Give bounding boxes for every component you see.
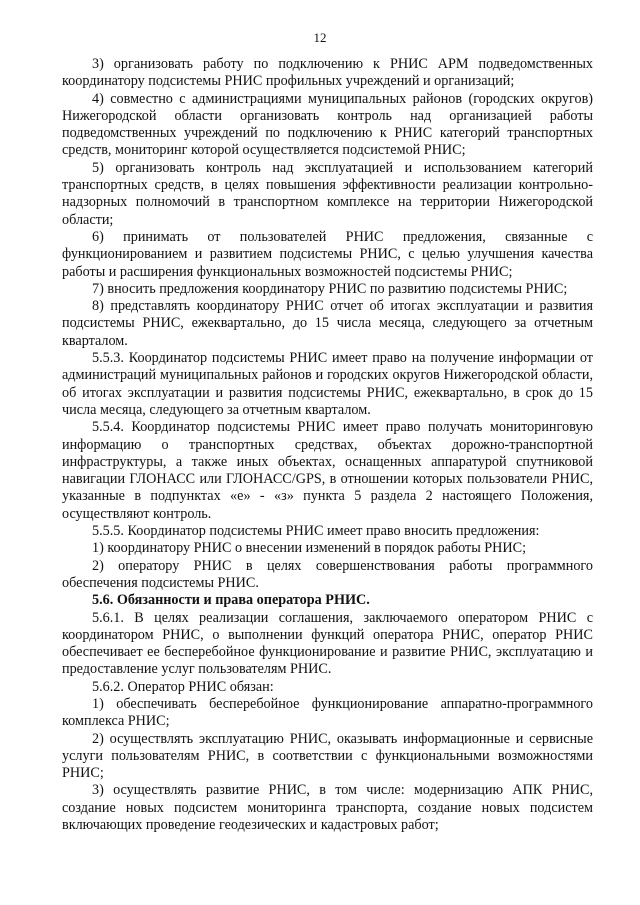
paragraph: 5.5.3. Координатор подсистемы РНИС имеет право на получение информации от администраций муниципальных районов и городских округов Нижегородской области, об итогах эксплуатации и развития подсистемы РНИС, ежеквартально, в срок до 15 числа месяца, следующего за отчетным кварталом. <box>62 350 593 418</box>
paragraph: 1) обеспечивать бесперебойное функционирование аппаратно-программного комплекса РНИС; <box>62 695 593 730</box>
paragraph: 5.5.4. Координатор подсистемы РНИС имеет право получать мониторинговую информацию о транспортных средствах, объектах дорожно-транспортной инфраструктуры, а также иных объектах, оснащенных аппаратурой спутниковой навигации ГЛОНАСС или ГЛОНАСС/GPS, в отношении которых пользователи РНИС, указанные в подпунктах «е» - «з» пункта 5 раздела 2 настоящего Положения, осуществляют контроль. <box>62 419 593 522</box>
paragraph: 5.5.5. Координатор подсистемы РНИС имеет право вносить предложения: <box>92 523 540 540</box>
paragraph: 5.6.2. Оператор РНИС обязан: <box>92 678 274 695</box>
paragraph: 3) организовать работу по подключению к РНИС АРМ подведомственных координатору подсистемы РНИС профильных учреждений и организаций; <box>62 56 593 90</box>
paragraph: 1) координатору РНИС о внесении изменений в порядок работы РНИС; <box>92 540 527 557</box>
paragraph: 8) представлять координатору РНИС отчет об итогах эксплуатации и развития подсистемы РНИС, ежеквартально, до 15 числа месяца, следующего за отчетным кварталом. <box>62 298 593 349</box>
document-body <box>62 56 593 834</box>
page-number: 12 <box>313 30 327 45</box>
paragraph: 5.6.1. В целях реализации соглашения, заключаемого оператором РНИС с координатором РНИС, о выполнении функций оператора РНИС, оператор РНИС обеспечивает ее бесперебойное функционирование и развитие РНИС, эксплуатацию и предоставление услуг пользователям РНИС. <box>62 609 593 678</box>
section-heading: 5.6. Обязанности и права оператора РНИС. <box>92 592 370 609</box>
paragraph: 7) вносить предложения координатору РНИС по развитию подсистемы РНИС; <box>92 280 568 297</box>
paragraph: 3) осуществлять развитие РНИС, в том числе: модернизацию АПК РНИС, создание новых подсистем мониторинга транспорта, создание новых подсистем включающих проведение геодезических и кадастровых работ; <box>62 782 593 834</box>
paragraph: 6) принимать от пользователей РНИС предложения, связанные с функционированием и развитием подсистемы РНИС, с целью улучшения качества работы и расширения функциональных возможностей подсистемы РНИС; <box>62 228 593 280</box>
paragraph: 2) оператору РНИС в целях совершенствования работы программного обеспечения подсистемы РНИС. <box>62 557 593 591</box>
paragraph: 5) организовать контроль над эксплуатацией и использованием категорий транспортных средств, в целях повышения эффективности реализации контрольно-надзорных полномочий в транспортном комплексе на территории Нижегородской области; <box>62 159 593 228</box>
paragraph: 4) совместно с администрациями муниципальных районов (городских округов) Нижегородской области организовать контроль над организацией работы подведомственных учреждений по подключению к РНИС категорий транспортных средств, мониторинг которой осуществляется подсистемой РНИС; <box>62 90 593 159</box>
paragraph: 2) осуществлять эксплуатацию РНИС, оказывать информационные и сервисные услуги пользователям РНИС, в соответствии с функциональными возможностями РНИС; <box>62 730 593 782</box>
